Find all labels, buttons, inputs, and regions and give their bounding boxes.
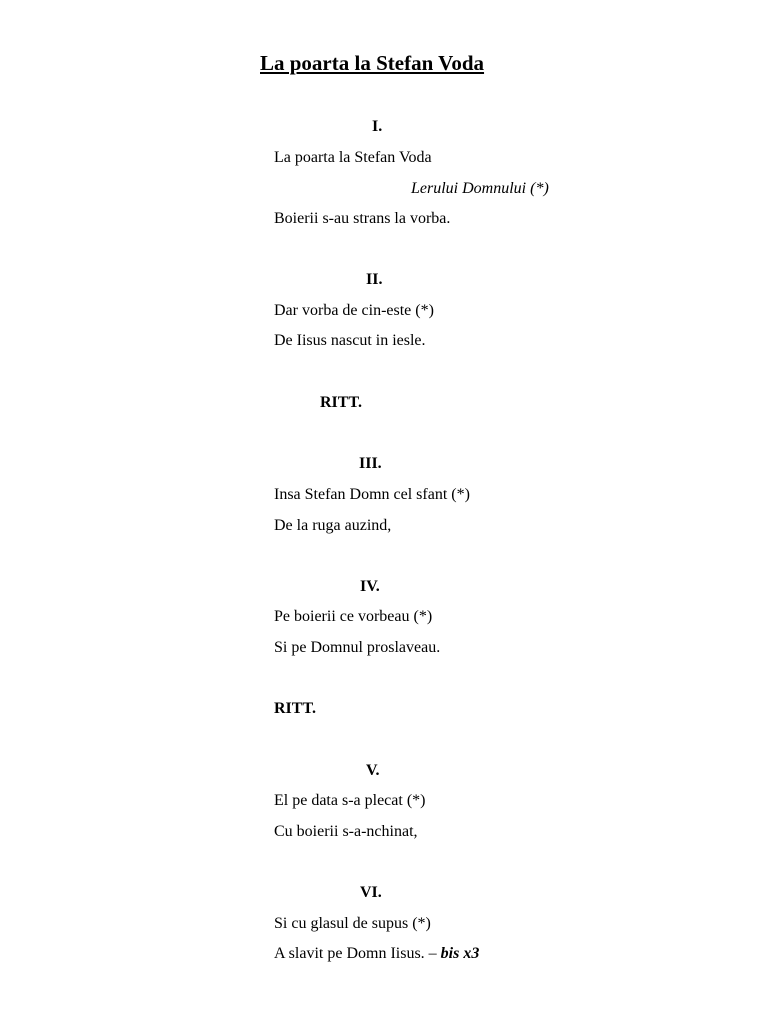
verse-line: De Iisus nascut in iesle. <box>274 332 426 349</box>
verse-line: De la ruga auzind, <box>274 517 392 534</box>
bis-marker: bis x3 <box>440 945 480 962</box>
ritt-marker: RITT. <box>320 394 362 411</box>
refrain-line: Lerului Domnului (*) <box>411 180 549 197</box>
verse-line-final <box>274 945 479 963</box>
verse-number: II. <box>366 271 383 288</box>
verse-line: Si cu glasul de supus (*) <box>274 915 431 932</box>
verse-line: El pe data s-a plecat (*) <box>274 792 426 809</box>
verse-line: Pe boierii ce vorbeau (*) <box>274 608 433 625</box>
verse-line: Cu boierii s-a-nchinat, <box>274 823 418 840</box>
verse-line: La poarta la Stefan Voda <box>274 149 432 166</box>
verse-line: Si pe Domnul proslaveau. <box>274 639 441 656</box>
ritt-marker: RITT. <box>274 700 316 717</box>
verse-number: V. <box>366 762 380 779</box>
verse-line: Insa Stefan Domn cel sfant (*) <box>274 486 470 503</box>
song-title: La poarta la Stefan Voda <box>260 51 485 75</box>
verse-number: I. <box>372 118 383 135</box>
verse-number: IV. <box>360 578 380 595</box>
verse-line-text: A slavit pe Domn Iisus. – <box>274 945 441 962</box>
verse-line: Dar vorba de cin-este (*) <box>274 302 434 319</box>
verse-number: III. <box>359 455 382 472</box>
verse-number: VI. <box>360 884 382 901</box>
verse-line: Boierii s-au strans la vorba. <box>274 210 451 227</box>
